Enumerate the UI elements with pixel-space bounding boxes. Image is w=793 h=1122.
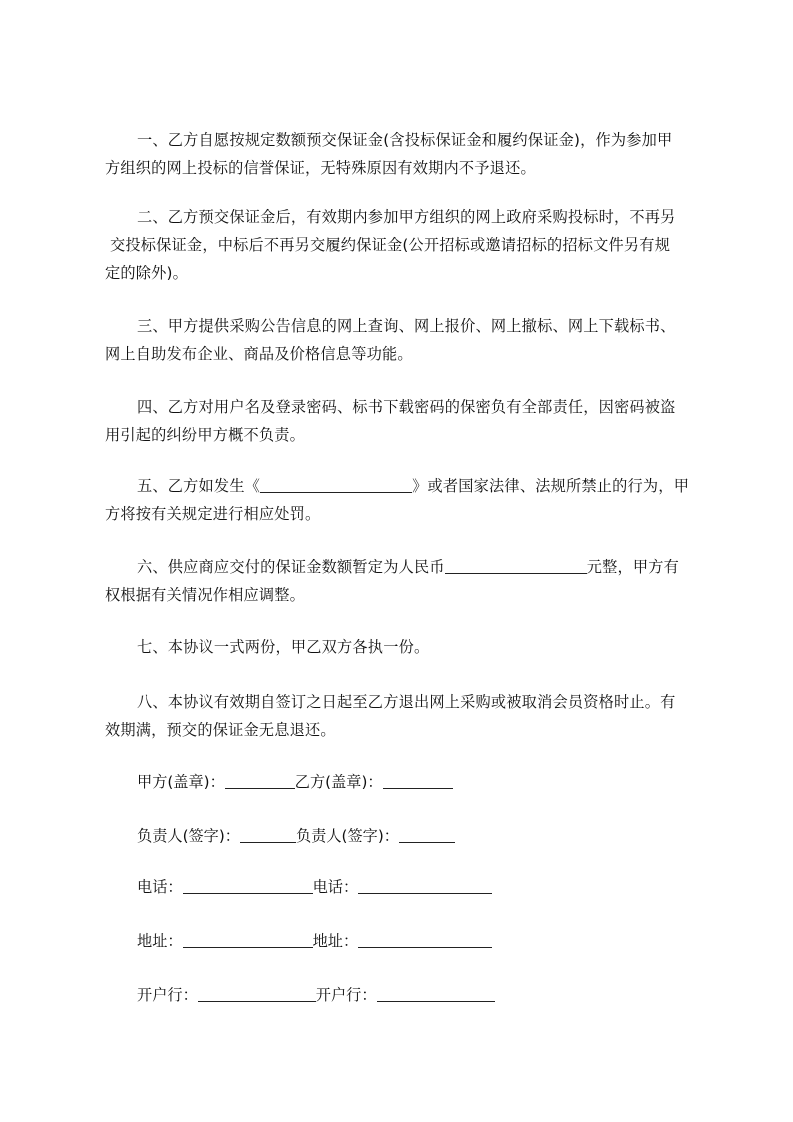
clause-3-line-1: 三、甲方提供采购公告信息的网上查询、网上报价、网上撤标、网上下载标书、 <box>137 317 676 335</box>
party-a-seal-label: 甲方(盖章)： <box>137 773 225 791</box>
law-name-blank <box>260 474 412 493</box>
party-b-address-blank <box>358 929 492 948</box>
signature-bank-row <box>137 983 495 1007</box>
clause-8 <box>105 688 705 744</box>
clause-4-line-1: 四、乙方对用户名及登录密码、标书下载密码的保密负有全部责任，因密码被盗 <box>137 398 676 416</box>
signature-phone-row <box>137 875 492 899</box>
clause-2 <box>105 203 705 287</box>
clause-2-line-2: 交投标保证金，中标后不再另交履约保证金(公开招标或邀请招标的招标文件另有规 <box>110 236 671 254</box>
signature-signer-row <box>137 824 455 848</box>
clause-6-line-1 <box>105 553 705 581</box>
clause-1-line-1: 一、乙方自愿按规定数额预交保证金(含投标保证金和履约保证金)，作为参加甲 <box>137 131 673 149</box>
party-b-signer-blank <box>399 824 455 843</box>
party-b-phone-label: 电话： <box>312 878 359 896</box>
clause-5-text-after: 》或者国家法律、法规所禁止的行为，甲 <box>412 477 690 495</box>
clause-5-line-1 <box>105 472 705 500</box>
clause-6-text-before: 六、供应商应交付的保证金数额暂定为人民币 <box>137 558 445 576</box>
clause-8-line-2: 效期满，预交的保证金无息退还。 <box>105 721 336 739</box>
clause-6-line-2: 权根据有关情况作相应调整。 <box>105 586 306 604</box>
signature-address-row <box>137 929 492 953</box>
clause-5-text-before: 五、乙方如发生《 <box>137 477 261 495</box>
party-b-phone-blank <box>358 875 492 894</box>
deposit-amount-blank <box>445 555 587 574</box>
party-a-bank-label: 开户行： <box>137 986 198 1004</box>
clause-4 <box>105 393 705 449</box>
party-b-seal-blank <box>383 770 453 789</box>
party-b-bank-label: 开户行： <box>315 986 377 1004</box>
party-b-bank-blank <box>377 983 495 1002</box>
clause-6 <box>105 553 705 609</box>
party-a-address-label: 地址： <box>137 932 183 950</box>
clause-6-text-after: 元整，甲方有 <box>586 558 680 576</box>
clause-3-line-2: 网上自助发布企业、商品及价格信息等功能。 <box>105 345 413 363</box>
party-b-seal-label: 乙方(盖章)： <box>294 773 383 791</box>
clause-1 <box>105 126 705 182</box>
clause-2-line-3: 定的除外)。 <box>105 264 189 282</box>
party-a-phone-blank <box>183 875 313 894</box>
party-a-signer-blank <box>240 824 296 843</box>
party-a-bank-blank <box>198 983 316 1002</box>
clause-7-line-1: 七、本协议一式两份，甲乙双方各执一份。 <box>137 638 430 656</box>
party-a-seal-blank <box>225 770 295 789</box>
party-a-signer-label: 负责人(签字)： <box>137 827 240 845</box>
party-a-address-blank <box>183 929 313 948</box>
party-a-phone-label: 电话： <box>137 878 183 896</box>
clause-2-line-1: 二、乙方预交保证金后，有效期内参加甲方组织的网上政府采购投标时，不再另 <box>137 208 676 226</box>
clause-8-line-1: 八、本协议有效期自签订之日起至乙方退出网上采购或被取消会员资格时止。有 <box>137 693 676 711</box>
party-b-address-label: 地址： <box>312 932 359 950</box>
clause-1-line-2: 方组织的网上投标的信誉保证，无特殊原因有效期内不予退还。 <box>105 159 536 177</box>
clause-3 <box>105 312 705 368</box>
party-b-signer-label: 负责人(签字)： <box>295 827 399 845</box>
clause-4-line-2: 用引起的纠纷甲方概不负责。 <box>105 426 306 444</box>
clause-5-line-2: 方将按有关规定进行相应处罚。 <box>105 505 321 523</box>
signature-seal-row <box>137 770 453 794</box>
clause-7 <box>105 633 705 661</box>
clause-5 <box>105 472 705 528</box>
